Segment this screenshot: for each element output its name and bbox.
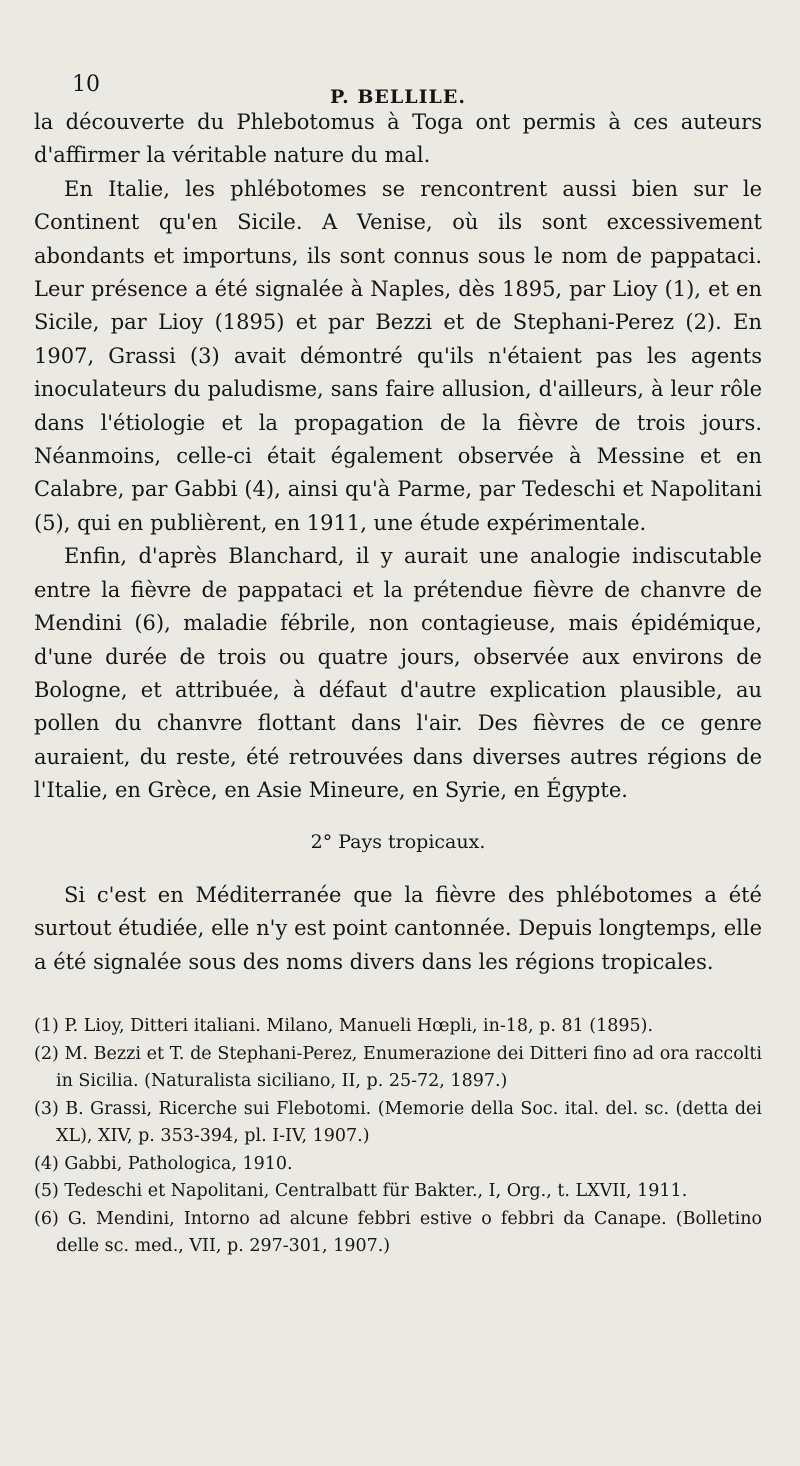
paragraph: Si c'est en Méditerranée que la fièvre des phlébotomes a été surtout étudiée, elle n'y est point cantonnée. Depuis longtemps, elle a été signalée sous des noms divers dans les régions tropicales. bbox=[34, 882, 762, 974]
main-text bbox=[34, 106, 762, 979]
footnote: (5) Tedeschi et Napolitani, Centralbatt für Bakter., I, Org., t. LXVII, 1911. bbox=[34, 1181, 688, 1202]
footnote: (3) B. Grassi, Ricerche sui Flebotomi. (Memorie della Soc. ital. del. sc. (detta dei XL), XIV, p. 353-394, pl. I-IV, 1907.) bbox=[34, 1098, 762, 1147]
paragraph: Enfin, d'après Blanchard, il y aurait une analogie indiscutable entre la fièvre de pappataci et la prétendue fièvre de chanvre de Mendini (6), maladie fébrile, non contagieuse, mais épidémique, d'une durée de trois ou quatre jours, observée aux environs de Bologne, et attribuée, à défaut d'autre explication plausible, au pollen du chanvre flottant dans l'air. Des fièvres de ce genre auraient, du reste, été retrouvées dans diverses autres régions de l'Italie, en Grèce, en Asie Mineure, en Syrie, en Égypte. bbox=[34, 544, 762, 803]
section-heading: 2° Pays tropicaux. bbox=[310, 830, 486, 853]
footnotes bbox=[34, 1013, 762, 1261]
footnote: (4) Gabbi, Pathologica, 1910. bbox=[34, 1153, 293, 1174]
footnote: (2) M. Bezzi et T. de Stephani-Perez, Enumerazione dei Ditteri fino ad ora raccolti in Sicilia. (Naturalista siciliano, II, p. 25-72, 1897.) bbox=[34, 1043, 762, 1092]
page-number: 10 bbox=[72, 72, 100, 97]
footnote: (6) G. Mendini, Intorno ad alcune febbri estive o febbri da Canape. (Bolletino delle sc. med., VII, p. 297-301, 1907.) bbox=[34, 1208, 762, 1257]
paragraph: la découverte du Phlebotomus à Toga ont permis à ces auteurs d'affirmer la véritable nature du mal. bbox=[34, 110, 762, 168]
footnote: (1) P. Lioy, Ditteri italiani. Milano, Manueli Hœpli, in-18, p. 81 (1895). bbox=[34, 1016, 654, 1037]
running-title: P. BELLILE. bbox=[330, 86, 466, 108]
paragraph: En Italie, les phlébotomes se rencontrent aussi bien sur le Continent qu'en Sicile. A Venise, où ils sont excessivement abondants et importuns, ils sont connus sous le nom de pappataci. Leur présence a été signalée à Naples, dès 1895, par Lioy (1), et en Sicile, par Lioy (1895) et par Bezzi et de Stephani-Perez (2). En 1907, Grassi (3) avait démontré qu'ils n'étaient pas les agents inoculateurs du paludisme, sans faire allusion, d'ailleurs, à leur rôle dans l'étiologie et la propagation de la fièvre de trois jours. Néanmoins, celle-ci était également observée à Messine et en Calabre, par Gabbi (4), ainsi qu'à Parme, par Tedeschi et Napolitani (5), qui en publièrent, en 1911, une étude expérimentale. bbox=[34, 176, 762, 535]
page-header bbox=[34, 66, 762, 106]
